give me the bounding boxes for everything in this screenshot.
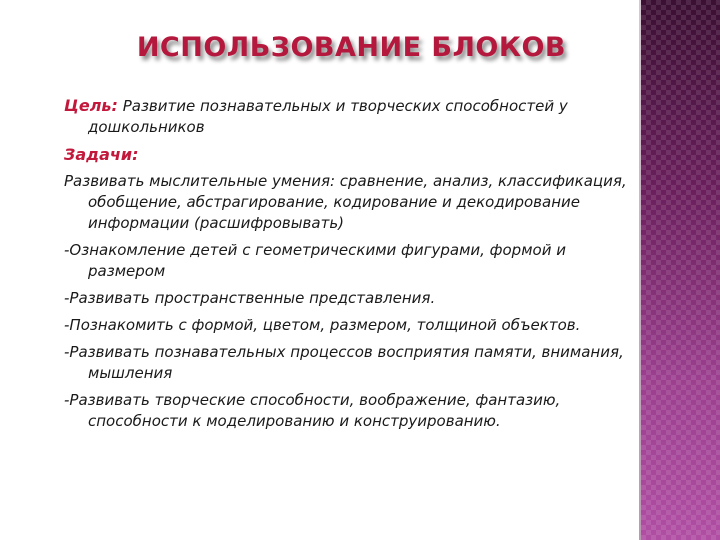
task-item: -Познакомить с формой, цветом, размером, толщиной объектов. — [64, 316, 581, 334]
slide-title: ИСПОЛЬЗОВАНИЕ БЛОКОВ — [136, 32, 566, 63]
task-item: -Развивать творческие способности, воображение, фантазию, способности к моделированию и конструированию. — [64, 391, 561, 430]
task-item: -Развивать пространственные представления. — [64, 289, 436, 307]
tasks-label: Задачи: — [64, 145, 139, 164]
goal-text: Развитие познавательных и творческих способностей у дошкольников — [88, 97, 568, 136]
task-item: -Ознакомление детей с геометрическими фигурами, формой и размером — [64, 241, 566, 280]
goal-paragraph — [64, 95, 634, 138]
task-item: Развивать мыслительные умения: сравнение, анализ, классификация, обобщение, абстрагирование, кодирование и декодирование информации (расшифровывать) — [64, 172, 627, 232]
slide-content — [64, 95, 634, 438]
goal-label: Цель: — [64, 96, 118, 115]
decorative-side-panel — [641, 0, 720, 540]
task-item: -Развивать познавательных процессов восприятия памяти, внимания, мышления — [64, 343, 624, 382]
tasks-heading-paragraph — [64, 144, 634, 165]
